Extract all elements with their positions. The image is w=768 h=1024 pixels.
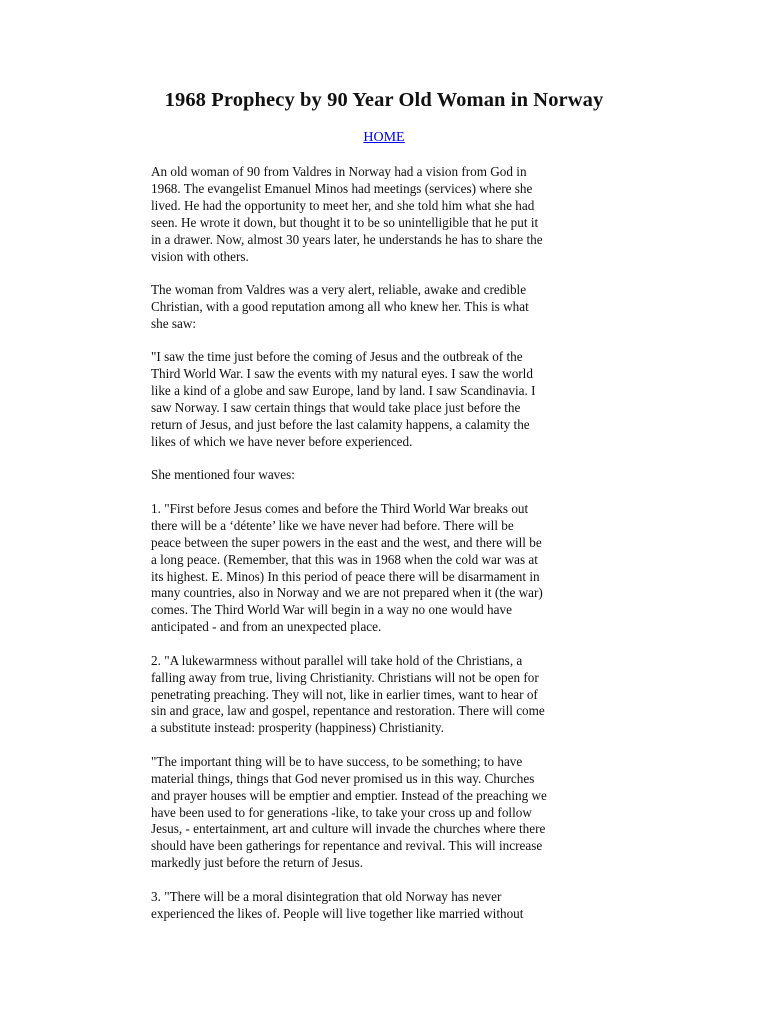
text-line: a substitute instead: prosperity (happiness) Christianity. [151,720,444,736]
text-line: saw Norway. I saw certain things that would take place just before the [151,400,521,416]
text-line: like a kind of a globe and saw Europe, land by land. I saw Scandinavia. I [151,383,536,399]
paragraph [151,467,621,484]
text-line: likes of which we have never before experienced. [151,433,413,449]
text-line: 1968. The evangelist Emanuel Minos had meetings (services) where she [151,180,533,196]
text-line: "The important thing will be to have success, to be something; to have [151,753,523,769]
text-line: "I saw the time just before the coming of Jesus and the outbreak of the [151,349,523,365]
text-line: lived. He had the opportunity to meet her, and she told him what she had [151,197,535,213]
text-line: in a drawer. Now, almost 30 years later, he understands he has to share the [151,231,543,247]
text-line: and prayer houses will be emptier and emptier. Instead of the preaching we [151,787,547,803]
paragraph [151,653,621,738]
text-line: comes. The Third World War will begin in a way no one would have [151,602,512,618]
text-line: have been used to for generations -like, to take your cross up and follow [151,804,532,820]
text-line: peace between the super powers in the east and the west, and there will be [151,534,542,550]
text-line: there will be a ‘détente’ like we have never had before. There will be [151,517,514,533]
text-line: its highest. E. Minos) In this period of peace there will be disarmament in [151,568,540,584]
paragraph [151,164,621,265]
text-line: 2. "A lukewarmness without parallel will take hold of the Christians, a [151,652,523,668]
paragraph [151,282,621,333]
text-line: experienced the likes of. People will live together like married without [151,905,524,921]
text-line: many countries, also in Norway and we are not prepared when it (the war) [151,585,543,601]
text-line: anticipated - and from an unexpected place. [151,619,382,635]
text-line: should have been gatherings for repentance and revival. This will increase [151,838,543,854]
text-line: An old woman of 90 from Valdres in Norway had a vision from God in [151,164,527,179]
paragraph [151,501,621,636]
text-line: markedly just before the return of Jesus. [151,855,364,871]
text-line: Third World War. I saw the events with my natural eyes. I saw the world [151,366,533,382]
paragraph [151,349,621,450]
text-line: She mentioned four waves: [151,467,295,483]
text-line: return of Jesus, and just before the last calamity happens, a calamity the [151,416,530,432]
text-line: 3. "There will be a moral disintegration that old Norway has never [151,888,502,904]
text-line: vision with others. [151,248,249,264]
text-line: Jesus, - entertainment, art and culture will invade the churches where there [151,821,546,837]
text-line: The woman from Valdres was a very alert, reliable, awake and credible [151,282,527,298]
text-line: 1. "First before Jesus comes and before the Third World War breaks out [151,500,529,516]
text-line: sin and grace, law and gospel, repentance and restoration. There will come [151,703,545,719]
paragraph [151,754,621,872]
article-body [151,164,621,939]
home-link-container [0,129,768,147]
text-line: falling away from true, living Christianity. Christians will not be open for [151,669,539,685]
page-title: 1968 Prophecy by 90 Year Old Woman in Norway [164,89,604,111]
text-line: a long peace. (Remember, that this was in 1968 when the cold war was at [151,551,538,567]
text-line: material things, things that God never promised us in this way. Churches [151,770,535,786]
text-line: penetrating preaching. They will not, like in earlier times, want to hear of [151,686,538,702]
text-line: seen. He wrote it down, but thought it to be so unintelligible that he put it [151,214,539,230]
text-line: she saw: [151,315,197,331]
paragraph [151,889,621,923]
home-link[interactable]: HOME [363,130,405,145]
text-line: Christian, with a good reputation among all who knew her. This is what [151,298,529,314]
